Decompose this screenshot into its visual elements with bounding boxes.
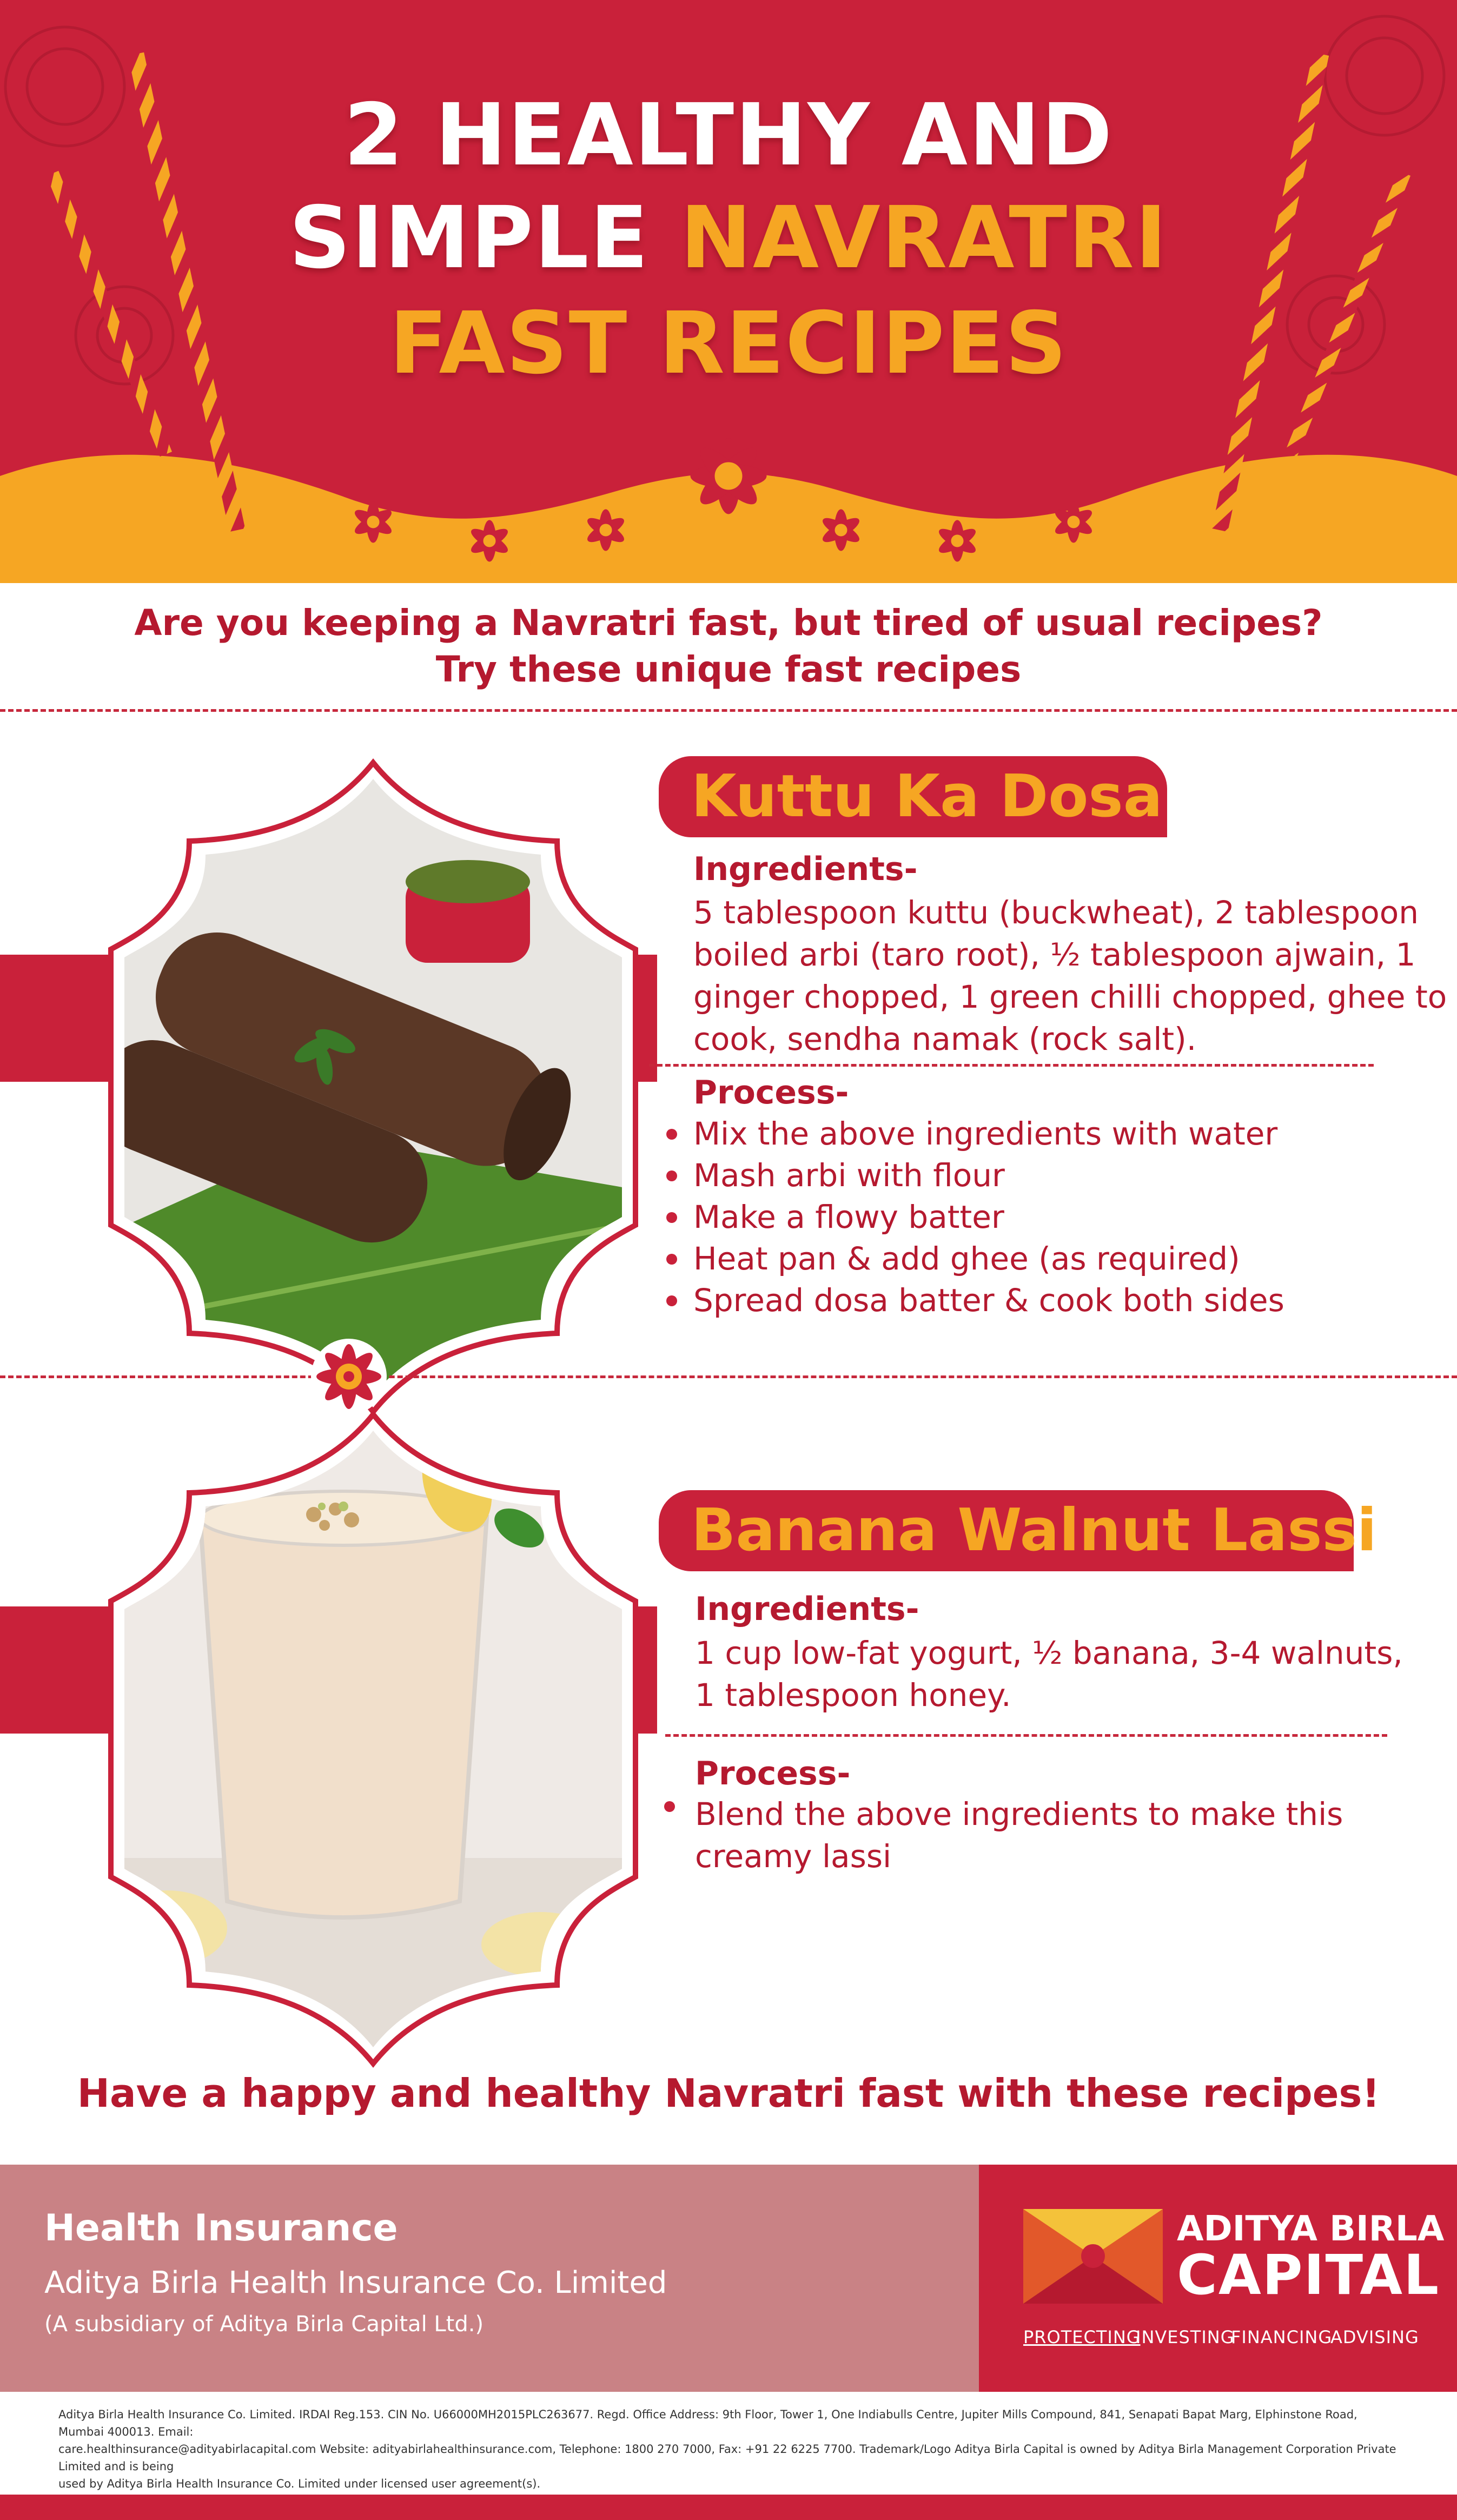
intro-line-1: Are you keeping a Navratri fast, but tired of usual recipes? [134, 602, 1323, 644]
closing-message: Have a happy and healthy Navratri fast with these recipes! [77, 2071, 1380, 2116]
recipe-title-banana-walnut-lassi: Banana Walnut Lassi [659, 1490, 1354, 1571]
recipe-title-kuttu-ka-dosa: Kuttu Ka Dosa [659, 756, 1167, 837]
dosa-ingredients-heading: Ingredients- [693, 850, 918, 888]
legal-disclaimer [58, 2406, 1400, 2492]
intro-line-2: Try these unique fast recipes [435, 649, 1022, 690]
legal-line-2: care.healthinsurance@adityabirlacapital.com Website: adityabirlahealthinsurance.com, Telephone: 1800 270 7000, Fax: +91 22 6225 7700. Trademark/Logo Aditya Birla Capital is owned by Aditya Birla Management Corporation Private Limited and is being [58, 2443, 1396, 2473]
dosa-step-4: Heat pan & add ghee (as required) [666, 1238, 1284, 1280]
dosa-process-heading: Process- [693, 1074, 849, 1112]
dosa-step-2: Mash arbi with flour [666, 1155, 1284, 1196]
title-line-2-white: SIMPLE [289, 188, 680, 288]
footer-company: Aditya Birla Health Insurance Co. Limited [44, 2265, 667, 2300]
dosa-ingredients-line-4: cook, sendha namak (rock salt). [693, 1021, 1197, 1057]
divider-middle [0, 1375, 1457, 1378]
aditya-birla-logo-icon [1023, 2209, 1163, 2304]
dosa-ingredients-line-2: boiled arbi (taro root), ½ tablespoon ajwain, 1 [693, 936, 1416, 973]
legal-line-1: Aditya Birla Health Insurance Co. Limited. IRDAI Reg.153. CIN No. U66000MH2015PLC263677. Regd. Office Address: 9th Floor, Tower 1, One Indiabulls Centre, Jupiter Mills Compound, 841, Senapati Bapat Marg, Elphinstone Road, Mumbai 400013. Email: [58, 2408, 1357, 2438]
divider-top [0, 709, 1457, 712]
title-line-2-yellow: NAVRATRI [680, 188, 1168, 288]
header-banner [0, 0, 1457, 583]
lassi-ingredients-heading: Ingredients- [695, 1590, 919, 1628]
lassi-ingredients-line-2: 1 tablespoon honey. [695, 1677, 1011, 1714]
lassi-step-line-2: creamy lassi [695, 1838, 892, 1875]
dosa-photo [108, 746, 638, 1428]
tagline-financing: FINANCING [1231, 2327, 1333, 2347]
bottom-bar [0, 2495, 1457, 2520]
title-line-3: FAST RECIPES [389, 294, 1068, 393]
title-line-2 [0, 189, 1457, 287]
lassi-step-line-1: Blend the above ingredients to make this [695, 1796, 1343, 1833]
dosa-process-list [666, 1113, 1284, 1321]
footer-brand-panel [979, 2165, 1457, 2392]
lassi-photo [108, 1398, 638, 2080]
tagline-investing: INVESTING [1136, 2327, 1235, 2347]
dosa-step-1: Mix the above ingredients with water [666, 1113, 1284, 1155]
lassi-ingredients-line-1: 1 cup low-fat yogurt, ½ banana, 3-4 walnuts, [695, 1635, 1403, 1671]
dosa-ingredients-line-3: ginger chopped, 1 green chilli chopped, ghee to [693, 978, 1447, 1015]
legal-line-3: used by Aditya Birla Health Insurance Co. Limited under licensed user agreement(s). [58, 2477, 541, 2490]
dosa-ingredients-line-1: 5 tablespoon kuttu (buckwheat), 2 tablespoon [693, 894, 1419, 931]
brand-name-line-1: ADITYA BIRLA [1177, 2209, 1445, 2249]
lassi-divider [665, 1734, 1387, 1737]
lassi-step-bullet [664, 1801, 675, 1812]
title-line-1: 2 HEALTHY AND [343, 85, 1114, 185]
tagline-advising: ADVISING [1330, 2327, 1419, 2347]
dosa-divider [649, 1064, 1374, 1067]
footer-left-panel [0, 2165, 979, 2392]
footer-product: Health Insurance [44, 2207, 398, 2250]
tagline-protecting: PROTECTING [1023, 2327, 1141, 2347]
lassi-process-heading: Process- [695, 1755, 851, 1793]
dosa-step-3: Make a flowy batter [666, 1196, 1284, 1238]
dosa-step-5: Spread dosa batter & cook both sides [666, 1280, 1284, 1321]
brand-name-line-2: CAPITAL [1177, 2243, 1440, 2307]
footer-subsidiary: (A subsidiary of Aditya Birla Capital Ltd.) [44, 2312, 484, 2337]
